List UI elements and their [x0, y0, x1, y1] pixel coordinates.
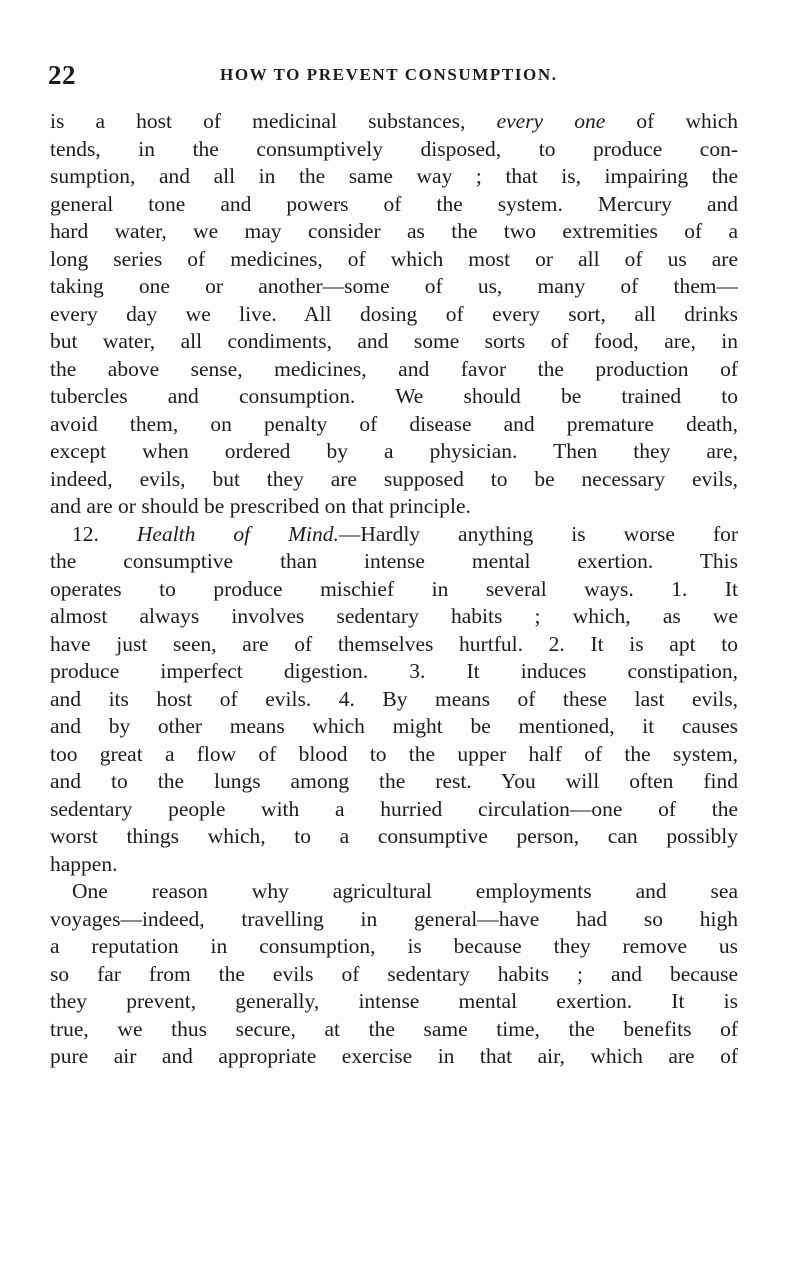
- text-line: [50, 356, 738, 384]
- text-line: [50, 218, 738, 246]
- italic-run: every one: [496, 109, 606, 133]
- text-line: [50, 988, 738, 1016]
- running-head: HOW TO PREVENT CONSUMPTION.: [220, 65, 558, 84]
- text-run: taking one or another—some of us, many of them—: [50, 274, 738, 298]
- text-run: worst things which, to a consumptive person, can possibly: [50, 824, 738, 848]
- text-run: except when ordered by a physician. Then they are,: [50, 439, 738, 463]
- text-line: [50, 1043, 738, 1071]
- text-run: avoid them, on penalty of disease and premature death,: [50, 411, 738, 436]
- text-run: sedentary people with a hurried circulation—one of the: [50, 796, 738, 821]
- text-line: [50, 741, 738, 769]
- text-run: and its host of evils. 4. By means of these last evils,: [50, 686, 738, 711]
- text-run: is a host of medicinal substances,: [50, 109, 466, 133]
- text-line: [50, 521, 738, 549]
- text-line: [50, 713, 738, 741]
- text-run: happen.: [50, 851, 118, 876]
- text-run: a reputation in consumption, is because they remove us: [50, 934, 738, 958]
- text-run: have just seen, are of themselves hurtful. 2. It is apt to: [50, 631, 738, 656]
- page-number: 22: [48, 60, 76, 90]
- text-line: [50, 603, 738, 631]
- text-line: [50, 796, 738, 824]
- text-run: so far from the evils of sedentary habits ; and because: [50, 961, 738, 986]
- text-line: [50, 686, 738, 714]
- text-run: but water, all condiments, and some sorts of food, are, in: [50, 329, 738, 353]
- page-header: [48, 58, 768, 92]
- text-line: [50, 851, 738, 879]
- text-run: of which: [636, 109, 738, 133]
- text-line: [50, 548, 738, 576]
- text-line: [50, 631, 738, 659]
- text-line: [50, 768, 738, 796]
- text-run: produce imperfect digestion. 3. It induces constipation,: [50, 659, 738, 683]
- text-run: general tone and powers of the system. Mercury and: [50, 191, 738, 216]
- text-run: and by other means which might be mentioned, it causes: [50, 714, 738, 738]
- text-run: and are or should be prescribed on that principle.: [50, 494, 471, 518]
- text-run: tends, in the consumptively disposed, to produce con-: [50, 136, 738, 161]
- text-line: [50, 301, 738, 329]
- text-line: [50, 191, 738, 219]
- text-run: almost always involves sedentary habits ; which, as we: [50, 604, 738, 628]
- text-line: [50, 576, 738, 604]
- text-line: [50, 658, 738, 686]
- text-line: [50, 108, 738, 136]
- text-run: One reason why agricultural employments and sea: [72, 879, 738, 903]
- text-run: sumption, and all in the same way ; that is, impairing the: [50, 164, 738, 188]
- text-line: [50, 411, 738, 439]
- text-run: tubercles and consumption. We should be trained to: [50, 384, 738, 408]
- text-run: hard water, we may consider as the two extremities of a: [50, 219, 738, 243]
- text-line: [50, 933, 738, 961]
- text-line: [50, 246, 738, 274]
- text-line: [50, 328, 738, 356]
- text-run: too great a flow of blood to the upper half of the system,: [50, 741, 738, 766]
- text-line: [50, 878, 738, 906]
- text-run: the above sense, medicines, and favor the production of: [50, 356, 738, 381]
- text-run: indeed, evils, but they are supposed to be necessary evils,: [50, 466, 738, 491]
- text-line: [50, 466, 738, 494]
- text-run: voyages—indeed, travelling in general—have had so high: [50, 906, 738, 931]
- text-line: [50, 438, 738, 466]
- body-text: [50, 108, 738, 1071]
- text-run: true, we thus secure, at the same time, the benefits of: [50, 1016, 738, 1041]
- text-line: [50, 823, 738, 851]
- text-line: [50, 383, 738, 411]
- text-run: pure air and appropriate exercise in that air, which are of: [50, 1044, 738, 1068]
- text-run: and to the lungs among the rest. You will often find: [50, 769, 738, 793]
- text-run: every day we live. All dosing of every sort, all drinks: [50, 301, 738, 326]
- text-run: operates to produce mischief in several ways. 1. It: [50, 576, 738, 601]
- text-run: they prevent, generally, intense mental exertion. It is: [50, 989, 738, 1013]
- italic-run: Health of Mind.: [136, 521, 339, 546]
- text-line: [50, 493, 738, 521]
- text-run: —Hardly anything is worse for: [338, 521, 738, 546]
- text-run: long series of medicines, of which most or all of us are: [50, 246, 738, 271]
- text-line: [50, 906, 738, 934]
- text-line: [50, 961, 738, 989]
- text-line: [50, 273, 738, 301]
- text-run: 12.: [72, 521, 99, 546]
- text-line: [50, 136, 738, 164]
- text-line: [50, 163, 738, 191]
- text-line: [50, 1016, 738, 1044]
- text-run: the consumptive than intense mental exertion. This: [50, 549, 738, 573]
